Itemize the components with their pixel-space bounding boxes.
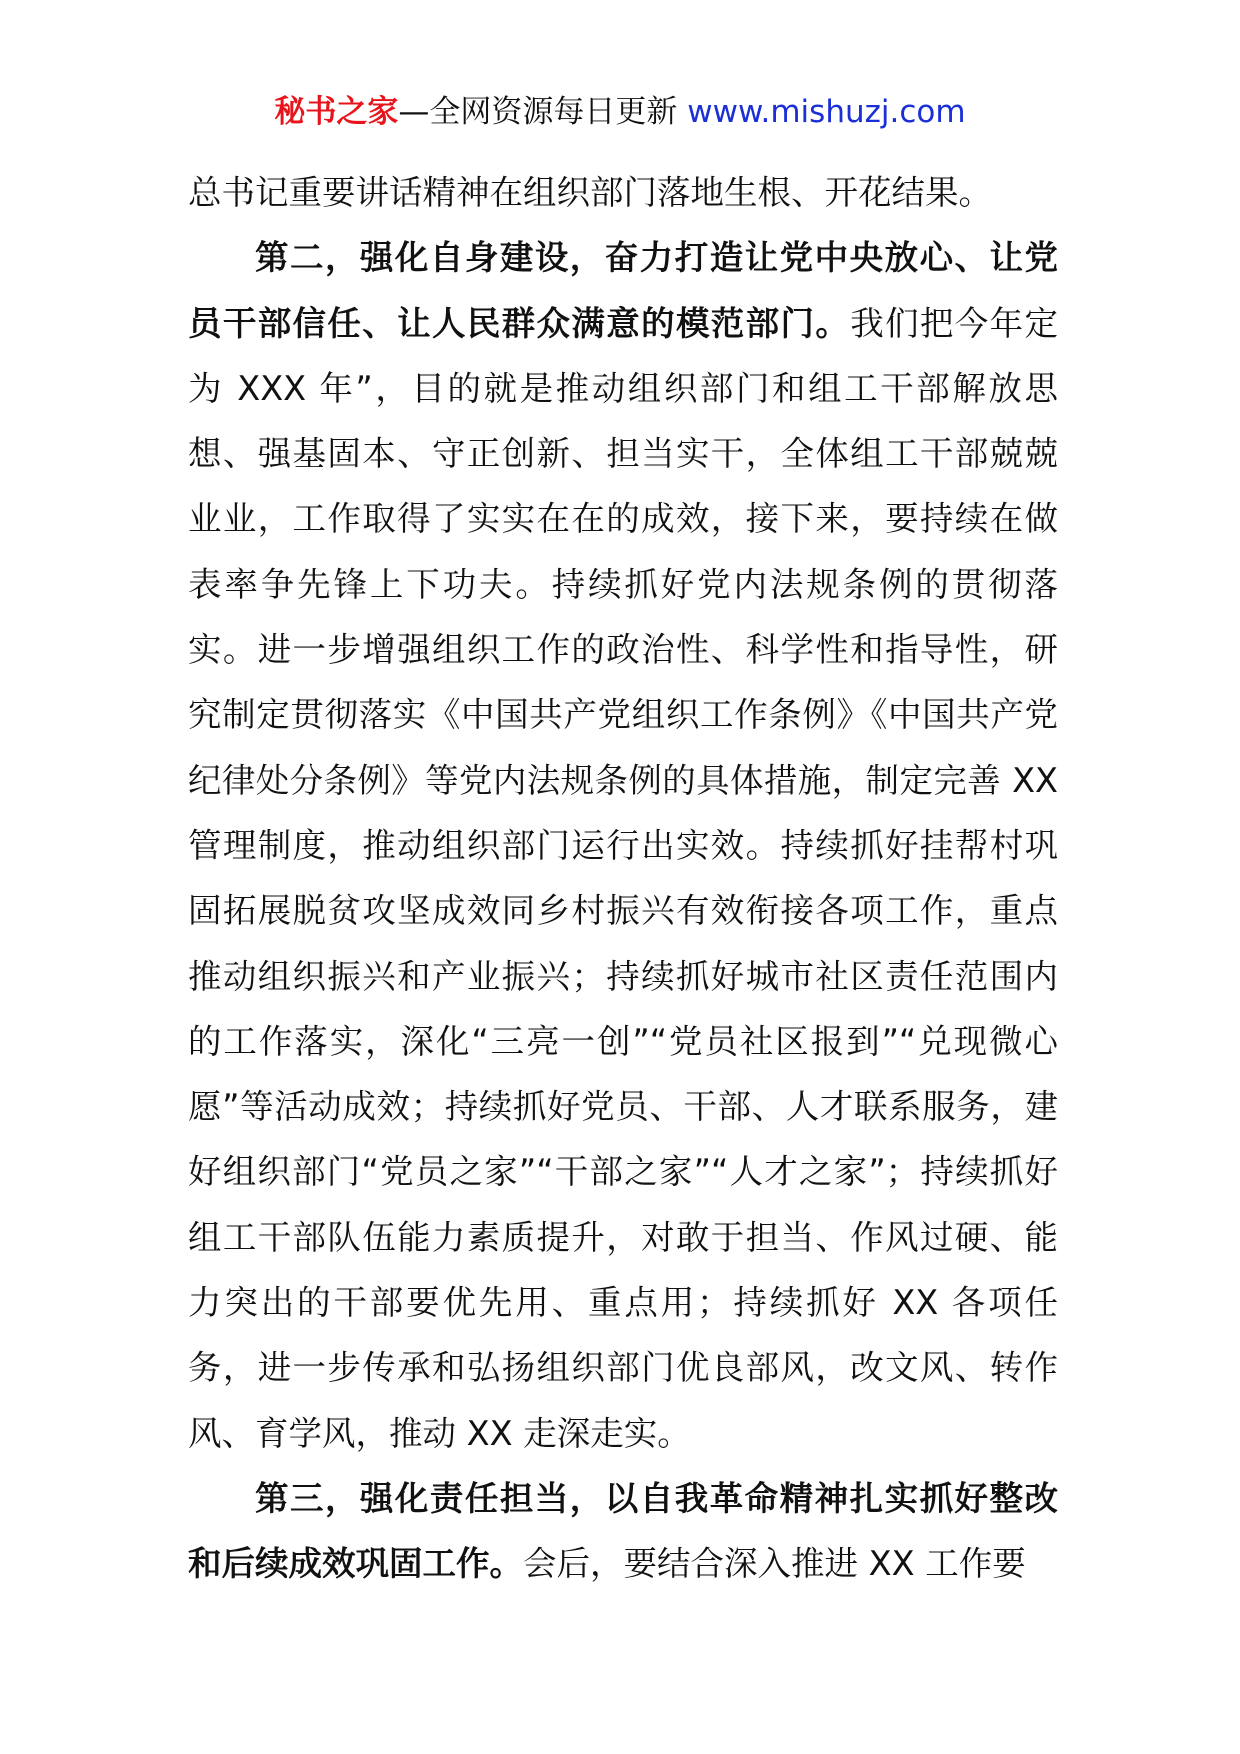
paragraph-2 (188, 225, 1058, 1466)
site-header (0, 92, 1240, 132)
paragraph-3-heading: 第三，强化责任担当，以自我革命精神扎实抓好整改和后续成效巩固工作。 (188, 1478, 1058, 1584)
paragraph-1-text: 总书记重要讲话精神在组织部门落地生根、开花结果。 (188, 173, 992, 212)
document-body (188, 160, 1058, 1597)
site-slogan: —全网资源每日更新 (398, 94, 678, 130)
site-url-link[interactable]: www.mishuzj.com (687, 94, 966, 130)
paragraph-2-text: 我们把今年定为 XXX 年”，目的就是推动组织部门和组工干部解放思想、强基固本、守正创新、担当实干，全体组工干部兢兢业业，工作取得了实实在在的成效，接下来，要持续在做表率争先锋上下功夫。持续抓好党内法规条例的贯彻落实。进一步增强组织工作的政治性、科学性和指导性，研究制定贯彻落实《中国共产党组织工作条例》《中国共产党纪律处分条例》等党内法规条例的具体措施，制定完善 XX 管理制度，推动组织部门运行出实效。持续抓好挂帮村巩固拓展脱贫攻坚成效同乡村振兴有效衔接各项工作，重点推动组织振兴和产业振兴；持续抓好城市社区责任范围内的工作落实，深化“三亮一创”“党员社区报到”“兑现微心愿”等活动成效；持续抓好党员、干部、人才联系服务，建好组织部门“党员之家”“干部之家”“人才之家”；持续抓好组工干部队伍能力素质提升，对敢于担当、作风过硬、能力突出的干部要优先用、重点用；持续抓好 XX 各项任务，进一步传承和弘扬组织部门优良部风，改文风、转作风、育学风，推动 XX 走深走实。 (188, 303, 1059, 1453)
site-brand: 秘书之家 (274, 94, 399, 130)
paragraph-1 (188, 160, 1058, 225)
paragraph-2-heading: 第二，强化自身建设，奋力打造让党中央放心、让党员干部信任、让人民群众满意的模范部门。 (188, 238, 1058, 343)
paragraph-3 (188, 1466, 1058, 1597)
paragraph-3-text: 会后，要结合深入推进 XX 工作要 (523, 1544, 1026, 1584)
